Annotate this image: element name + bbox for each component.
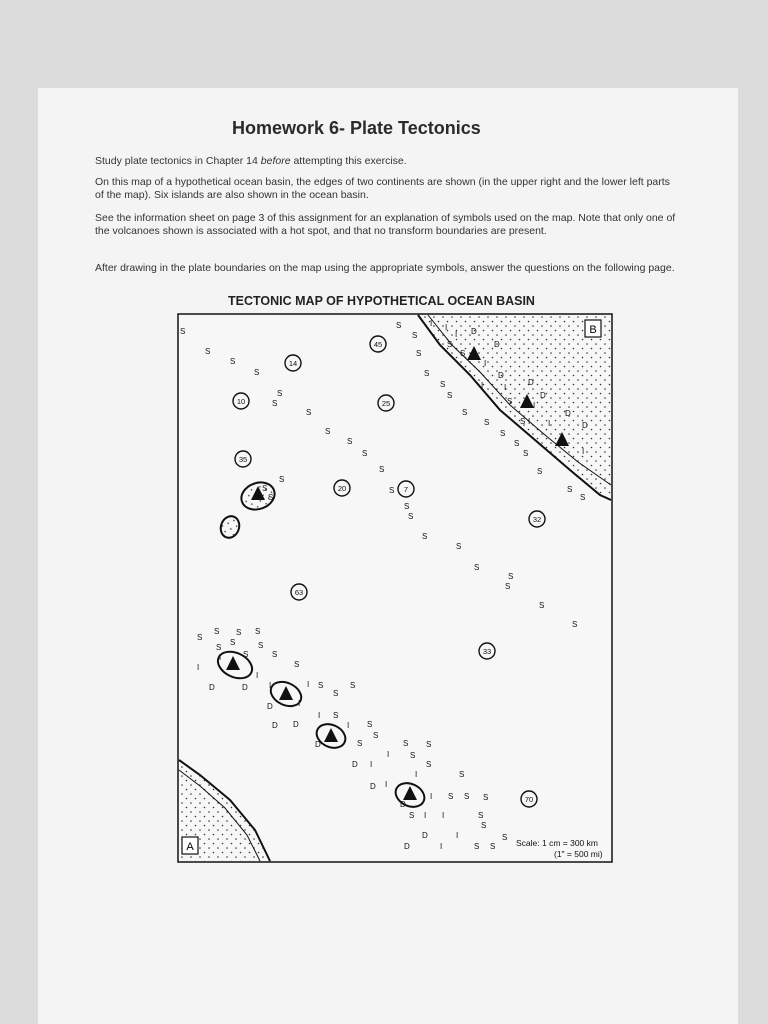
- earthquake-symbol: I: [430, 792, 433, 801]
- earthquake-symbol: I: [528, 417, 531, 426]
- earthquake-symbol: S: [424, 369, 430, 378]
- earthquake-symbol: S: [262, 484, 268, 493]
- earthquake-symbol: I: [307, 680, 310, 689]
- earthquake-symbol: S: [325, 427, 331, 436]
- svg-text:33: 33: [482, 647, 492, 656]
- earthquake-symbol: I: [481, 381, 484, 390]
- earthquake-symbol: I: [298, 699, 301, 708]
- earthquake-symbol: I: [269, 681, 272, 690]
- svg-text:20: 20: [337, 484, 347, 493]
- corner-label-a: A: [186, 841, 194, 853]
- earthquake-symbol: S: [268, 493, 274, 502]
- earthquake-symbol: S: [459, 770, 465, 779]
- earthquake-symbol: S: [474, 842, 480, 851]
- earthquake-symbol: I: [456, 831, 459, 840]
- earthquake-symbol: I: [415, 770, 418, 779]
- earthquake-symbol: S: [318, 681, 324, 690]
- earthquake-symbol: S: [416, 349, 422, 358]
- earthquake-symbol: S: [537, 467, 543, 476]
- earthquake-symbol: S: [447, 340, 453, 349]
- earthquake-symbol: I: [318, 711, 321, 720]
- earthquake-symbol: S: [333, 711, 339, 720]
- earthquake-symbol: I: [533, 401, 536, 410]
- earthquake-symbol: D: [404, 842, 410, 851]
- earthquake-symbol: I: [387, 750, 390, 759]
- earthquake-symbol: S: [484, 418, 490, 427]
- earthquake-symbol: S: [216, 643, 222, 652]
- map-title: TECTONIC MAP OF HYPOTHETICAL OCEAN BASIN: [228, 294, 535, 308]
- earthquake-symbol: I: [504, 383, 507, 392]
- instruction-map-description: On this map of a hypothetical ocean basin, the edges of two continents are shown (in the upper right and the lower left parts of the map). Six islands are also shown in the ocean basin.: [95, 176, 670, 201]
- earthquake-symbol: I: [424, 811, 427, 820]
- earthquake-symbol: I: [219, 653, 222, 662]
- earthquake-symbol: S: [523, 449, 529, 458]
- earthquake-symbol: I: [455, 330, 458, 339]
- earthquake-symbol: S: [410, 751, 416, 760]
- earthquake-symbol: D: [565, 409, 571, 418]
- earthquake-symbol: S: [389, 486, 395, 495]
- earthquake-symbol: S: [539, 601, 545, 610]
- earthquake-symbol: S: [505, 582, 511, 591]
- earthquake-symbol: S: [294, 660, 300, 669]
- earthquake-symbol: S: [508, 572, 514, 581]
- earthquake-symbol: S: [236, 628, 242, 637]
- earthquake-symbol: I: [484, 359, 487, 368]
- earthquake-symbol: S: [197, 633, 203, 642]
- earthquake-symbol: S: [277, 389, 283, 398]
- earthquake-symbol: D: [209, 683, 215, 692]
- scale-imperial: (1" = 500 mi): [554, 849, 603, 859]
- earthquake-symbol: S: [373, 731, 379, 740]
- earthquake-symbol: S: [279, 475, 285, 484]
- earthquake-symbol: I: [347, 721, 350, 730]
- earthquake-symbol: I: [445, 323, 448, 332]
- earthquake-symbol: D: [400, 800, 406, 809]
- earthquake-symbol: S: [474, 563, 480, 572]
- earthquake-symbol: S: [409, 811, 415, 820]
- earthquake-symbol: S: [412, 331, 418, 340]
- earthquake-symbol: D: [315, 740, 321, 749]
- svg-text:7: 7: [403, 485, 409, 494]
- earthquake-symbol: S: [180, 327, 186, 336]
- earthquake-symbol: S: [572, 620, 578, 629]
- earthquake-symbol: I: [385, 780, 388, 789]
- earthquake-symbol: D: [242, 683, 248, 692]
- earthquake-symbol: S: [403, 739, 409, 748]
- instruction-study-pre: Study plate tectonics in Chapter 14: [95, 155, 261, 167]
- instruction-study-emphasis: before: [260, 155, 291, 167]
- earthquake-symbol: S: [507, 397, 513, 406]
- earthquake-symbol: S: [440, 380, 446, 389]
- earthquake-symbol: S: [258, 641, 264, 650]
- earthquake-symbol: S: [243, 650, 249, 659]
- earthquake-symbol: S: [254, 368, 260, 377]
- earthquake-symbol: D: [582, 421, 588, 430]
- svg-text:70: 70: [524, 795, 534, 804]
- earthquake-symbol: S: [362, 449, 368, 458]
- earthquake-symbol: D: [498, 371, 504, 380]
- earthquake-symbol: S: [567, 485, 573, 494]
- earthquake-symbol: D: [471, 327, 477, 336]
- earthquake-symbol: S: [448, 792, 454, 801]
- earthquake-symbol: I: [197, 663, 200, 672]
- earthquake-symbol: S: [520, 417, 526, 426]
- earthquake-symbol: S: [333, 689, 339, 698]
- earthquake-symbol: S: [230, 357, 236, 366]
- earthquake-symbol: D: [540, 391, 546, 400]
- earthquake-symbol: S: [272, 399, 278, 408]
- earthquake-symbol: S: [514, 439, 520, 448]
- earthquake-symbol: D: [370, 782, 376, 791]
- svg-text:63: 63: [294, 588, 304, 597]
- earthquake-symbol: I: [256, 671, 259, 680]
- earthquake-symbol: S: [481, 821, 487, 830]
- earthquake-symbol: S: [230, 638, 236, 647]
- earthquake-symbol: S: [214, 627, 220, 636]
- earthquake-symbol: S: [306, 408, 312, 417]
- instruction-study-post: attempting this exercise.: [290, 155, 407, 167]
- earthquake-symbol: S: [490, 842, 496, 851]
- svg-text:35: 35: [238, 455, 248, 464]
- homework-title: Homework 6- Plate Tectonics: [232, 118, 481, 138]
- earthquake-symbol: D: [272, 721, 278, 730]
- earthquake-symbol: S: [447, 391, 453, 400]
- earthquake-symbol: S: [502, 833, 508, 842]
- earthquake-symbol: D: [352, 760, 358, 769]
- earthquake-symbol: S: [462, 408, 468, 417]
- earthquake-symbol: I: [442, 811, 445, 820]
- earthquake-symbol: S: [357, 739, 363, 748]
- earthquake-symbol: S: [426, 760, 432, 769]
- svg-text:10: 10: [236, 397, 246, 406]
- instruction-symbols: See the information sheet on page 3 of this assignment for an explanation of symbols used on the map. Note that only one of the volcanoes shown is associated with a hot spot, and that no transform boundaries are present.: [95, 212, 676, 237]
- earthquake-symbol: S: [255, 627, 261, 636]
- earthquake-symbol: S: [408, 512, 414, 521]
- earthquake-symbol: I: [370, 760, 373, 769]
- earthquake-symbol: D: [494, 340, 500, 349]
- earthquake-symbol: S: [483, 793, 489, 802]
- earthquake-symbol: S: [456, 542, 462, 551]
- svg-text:32: 32: [532, 515, 542, 524]
- earthquake-symbol: S: [460, 349, 466, 358]
- earthquake-symbol: S: [464, 792, 470, 801]
- earthquake-symbol: S: [205, 347, 211, 356]
- earthquake-symbol: S: [396, 321, 402, 330]
- earthquake-symbol: S: [478, 811, 484, 820]
- earthquake-symbol: S: [580, 493, 586, 502]
- earthquake-symbol: S: [426, 740, 432, 749]
- earthquake-symbol: S: [272, 650, 278, 659]
- earthquake-symbol: S: [367, 720, 373, 729]
- svg-text:25: 25: [381, 399, 391, 408]
- scale-metric: Scale: 1 cm = 300 km: [516, 838, 598, 848]
- svg-text:14: 14: [288, 359, 298, 368]
- earthquake-symbol: S: [379, 465, 385, 474]
- earthquake-symbol: S: [500, 429, 506, 438]
- earthquake-symbol: I: [582, 447, 585, 456]
- corner-label-b: B: [589, 324, 597, 336]
- earthquake-symbol: D: [293, 720, 299, 729]
- earthquake-symbol: I: [440, 842, 443, 851]
- earthquake-symbol: S: [404, 502, 410, 511]
- earthquake-symbol: D: [422, 831, 428, 840]
- earthquake-symbol: I: [430, 319, 433, 328]
- earthquake-symbol: S: [350, 681, 356, 690]
- instruction-drawing: After drawing in the plate boundaries on the map using the appropriate symbols, answer the questions on the following page.: [95, 262, 675, 274]
- svg-text:45: 45: [373, 340, 383, 349]
- earthquake-symbol: S: [347, 437, 353, 446]
- earthquake-symbol: I: [548, 419, 551, 428]
- earthquake-symbol: D: [267, 702, 273, 711]
- earthquake-symbol: S: [422, 532, 428, 541]
- earthquake-symbol: D: [528, 378, 534, 387]
